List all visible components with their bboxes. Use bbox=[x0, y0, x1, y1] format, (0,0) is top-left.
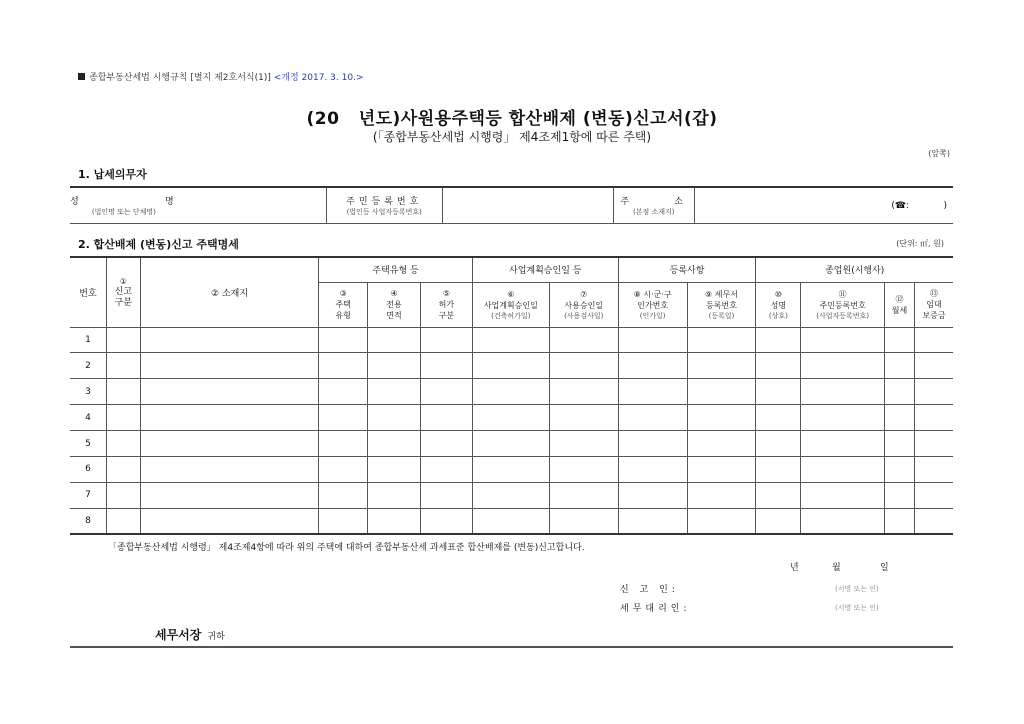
table-cell[interactable] bbox=[756, 482, 801, 508]
table-cell[interactable] bbox=[618, 327, 687, 353]
table-cell[interactable] bbox=[472, 353, 549, 379]
declaration-text: 「종합부동산세법 시행령」 제4조제4항에 따라 위의 주택에 대하여 종합부동산세 과세표준 합산배제를 (변동)신고합니다. bbox=[108, 543, 585, 553]
col13-header: ⑬ 임대 보증금 bbox=[914, 282, 953, 327]
unit-label: (단위: ㎡, 원) bbox=[896, 239, 944, 248]
table-cell[interactable] bbox=[106, 508, 140, 534]
name-field[interactable] bbox=[178, 187, 327, 224]
form-title: (20 년도)사원용주택등 합산배제 (변동)신고서(갑) bbox=[306, 109, 718, 129]
table-cell[interactable] bbox=[140, 379, 318, 405]
table-cell[interactable] bbox=[885, 379, 915, 405]
table-cell[interactable] bbox=[106, 431, 140, 457]
group-housing-header: 주택유형 등 bbox=[319, 257, 473, 282]
section2-title: 2. 합산배제 (변동)신고 주택명세 bbox=[78, 238, 239, 251]
declarant-label: 신 고 인: bbox=[620, 585, 679, 595]
table-cell[interactable] bbox=[319, 456, 368, 482]
table-cell[interactable] bbox=[319, 405, 368, 431]
table-cell[interactable] bbox=[756, 379, 801, 405]
table-cell[interactable] bbox=[756, 405, 801, 431]
table-cell[interactable] bbox=[420, 431, 472, 457]
table-cell[interactable] bbox=[885, 431, 915, 457]
table-cell[interactable] bbox=[420, 327, 472, 353]
bottom-divider bbox=[70, 646, 953, 648]
table-cell[interactable] bbox=[319, 379, 368, 405]
col5-header: ⑤ 허가 구분 bbox=[420, 282, 472, 327]
table-cell[interactable] bbox=[687, 508, 756, 534]
table-cell[interactable] bbox=[472, 508, 549, 534]
table-cell[interactable] bbox=[687, 405, 756, 431]
regulation-reference: 종합부동산세법 시행규칙 [별지 제2호서식(1)] bbox=[89, 73, 271, 83]
table-cell[interactable] bbox=[801, 456, 885, 482]
table-cell[interactable] bbox=[914, 508, 953, 534]
group-plan-header: 사업계획승인일 등 bbox=[472, 257, 618, 282]
table-cell[interactable] bbox=[756, 327, 801, 353]
table-cell[interactable] bbox=[472, 327, 549, 353]
revision-date: <개정 2017. 3. 10.> bbox=[273, 73, 364, 83]
table-cell[interactable] bbox=[140, 405, 318, 431]
table-cell[interactable] bbox=[368, 456, 421, 482]
table-cell[interactable] bbox=[801, 431, 885, 457]
table-cell[interactable] bbox=[319, 353, 368, 379]
taxpayer-table bbox=[70, 186, 953, 224]
row-number: 5 bbox=[70, 431, 106, 457]
table-cell[interactable] bbox=[106, 379, 140, 405]
recipient-suffix: 귀하 bbox=[207, 632, 225, 642]
form-subtitle: (「종합부동산세법 시행령」 제4조제1항에 따른 주택) bbox=[372, 130, 652, 144]
table-cell[interactable] bbox=[914, 431, 953, 457]
id-sublabel: (법인등 사업자등록번호) bbox=[346, 208, 422, 216]
col10-header: ⑩ 성명 (상호) bbox=[756, 282, 801, 327]
table-cell[interactable] bbox=[549, 431, 618, 457]
table-cell[interactable] bbox=[756, 508, 801, 534]
table-cell[interactable] bbox=[368, 405, 421, 431]
table-cell[interactable] bbox=[549, 405, 618, 431]
table-cell[interactable] bbox=[914, 482, 953, 508]
col2-header: ② 소재지 bbox=[140, 257, 318, 327]
declarant-sign-note[interactable]: (서명 또는 인) bbox=[835, 585, 879, 593]
table-cell[interactable] bbox=[472, 379, 549, 405]
table-cell[interactable] bbox=[319, 431, 368, 457]
table-cell[interactable] bbox=[801, 327, 885, 353]
table-cell[interactable] bbox=[885, 353, 915, 379]
address-sublabel: (본점 소재지) bbox=[632, 208, 675, 216]
name-label: 성 명 bbox=[70, 197, 178, 207]
form-header bbox=[78, 70, 363, 83]
id-field[interactable] bbox=[442, 187, 613, 224]
row-number: 6 bbox=[70, 456, 106, 482]
table-cell[interactable] bbox=[756, 353, 801, 379]
table-cell[interactable] bbox=[801, 379, 885, 405]
table-cell[interactable] bbox=[106, 327, 140, 353]
table-cell[interactable] bbox=[549, 379, 618, 405]
table-row bbox=[70, 405, 953, 431]
table-cell[interactable] bbox=[801, 405, 885, 431]
table-cell[interactable] bbox=[472, 456, 549, 482]
table-cell[interactable] bbox=[106, 353, 140, 379]
page-side-label: (앞쪽) bbox=[928, 149, 950, 158]
phone-label: (☎: ) bbox=[891, 200, 947, 211]
table-row bbox=[70, 456, 953, 482]
table-cell[interactable] bbox=[140, 456, 318, 482]
table-cell[interactable] bbox=[618, 508, 687, 534]
table-cell[interactable] bbox=[140, 353, 318, 379]
table-cell[interactable] bbox=[687, 456, 756, 482]
address-label: 주 소 bbox=[620, 197, 687, 207]
table-cell[interactable] bbox=[319, 482, 368, 508]
col7-header: ⑦ 사용승인일 (사용검사일) bbox=[549, 282, 618, 327]
table-cell[interactable] bbox=[914, 379, 953, 405]
address-label-cell bbox=[613, 187, 694, 224]
table-cell[interactable] bbox=[140, 482, 318, 508]
table-cell[interactable] bbox=[756, 431, 801, 457]
table-cell[interactable] bbox=[420, 353, 472, 379]
row-number: 2 bbox=[70, 353, 106, 379]
table-cell[interactable] bbox=[687, 431, 756, 457]
col4-header: ④ 전용 면적 bbox=[368, 282, 421, 327]
row-number: 7 bbox=[70, 482, 106, 508]
tax-agent-sign-note[interactable]: (서명 또는 인) bbox=[835, 604, 879, 612]
table-row bbox=[70, 327, 953, 353]
table-cell[interactable] bbox=[472, 431, 549, 457]
table-cell[interactable] bbox=[885, 405, 915, 431]
table-cell[interactable] bbox=[472, 482, 549, 508]
table-cell[interactable] bbox=[420, 456, 472, 482]
col6-header: ⑥ 사업계획승인일 (건축허가일) bbox=[472, 282, 549, 327]
table-cell[interactable] bbox=[885, 456, 915, 482]
table-cell[interactable] bbox=[549, 327, 618, 353]
name-label-cell bbox=[70, 187, 178, 224]
table-cell[interactable] bbox=[368, 379, 421, 405]
date-day-label: 일 bbox=[880, 563, 889, 573]
table-cell[interactable] bbox=[420, 405, 472, 431]
group-employee-header: 종업원(시행사) bbox=[756, 257, 953, 282]
date-year-label: 년 bbox=[790, 563, 799, 573]
table-row bbox=[70, 353, 953, 379]
table-cell[interactable] bbox=[687, 327, 756, 353]
housing-rows bbox=[70, 327, 953, 534]
table-cell[interactable] bbox=[368, 327, 421, 353]
table-cell[interactable] bbox=[801, 508, 885, 534]
table-row bbox=[70, 431, 953, 457]
table-cell[interactable] bbox=[140, 327, 318, 353]
table-cell[interactable] bbox=[618, 353, 687, 379]
table-row bbox=[70, 508, 953, 534]
recipient bbox=[155, 626, 225, 643]
table-cell[interactable] bbox=[914, 327, 953, 353]
table-cell[interactable] bbox=[885, 327, 915, 353]
housing-table bbox=[70, 256, 953, 535]
table-cell[interactable] bbox=[618, 405, 687, 431]
col1-header: ① 신고 구분 bbox=[106, 257, 140, 327]
table-cell[interactable] bbox=[368, 431, 421, 457]
table-cell[interactable] bbox=[368, 353, 421, 379]
table-cell[interactable] bbox=[420, 508, 472, 534]
address-field[interactable] bbox=[694, 187, 953, 224]
tax-office-label: 세무서장 bbox=[155, 628, 202, 642]
table-row bbox=[70, 482, 953, 508]
row-number: 8 bbox=[70, 508, 106, 534]
table-cell[interactable] bbox=[801, 353, 885, 379]
name-sublabel: (법인명 또는 단체명) bbox=[91, 208, 156, 216]
table-cell[interactable] bbox=[140, 508, 318, 534]
table-cell[interactable] bbox=[618, 482, 687, 508]
col3-header: ③ 주택 유형 bbox=[319, 282, 368, 327]
group-registration-header: 등록사항 bbox=[618, 257, 756, 282]
table-cell[interactable] bbox=[885, 508, 915, 534]
table-cell[interactable] bbox=[368, 482, 421, 508]
table-cell[interactable] bbox=[319, 508, 368, 534]
table-cell[interactable] bbox=[140, 431, 318, 457]
table-cell[interactable] bbox=[687, 379, 756, 405]
table-cell[interactable] bbox=[420, 482, 472, 508]
table-cell[interactable] bbox=[106, 405, 140, 431]
table-cell[interactable] bbox=[687, 353, 756, 379]
table-cell[interactable] bbox=[549, 482, 618, 508]
tax-agent-label: 세무대리인: bbox=[620, 604, 691, 614]
table-cell[interactable] bbox=[106, 456, 140, 482]
col12-header: ⑫ 월세 bbox=[885, 282, 915, 327]
table-cell[interactable] bbox=[420, 379, 472, 405]
table-cell[interactable] bbox=[801, 482, 885, 508]
col8-header: ⑧ 시·군·구 인가번호 (인가일) bbox=[618, 282, 687, 327]
section1-title: 1. 납세의무자 bbox=[78, 168, 147, 181]
table-cell[interactable] bbox=[914, 353, 953, 379]
table-cell[interactable] bbox=[756, 456, 801, 482]
table-cell[interactable] bbox=[549, 508, 618, 534]
table-cell[interactable] bbox=[618, 431, 687, 457]
table-cell[interactable] bbox=[368, 508, 421, 534]
row-number: 4 bbox=[70, 405, 106, 431]
table-cell[interactable] bbox=[549, 456, 618, 482]
col11-header: ⑪ 주민등록번호 (사업자등록번호) bbox=[801, 282, 885, 327]
table-cell[interactable] bbox=[687, 482, 756, 508]
table-cell[interactable] bbox=[549, 353, 618, 379]
col-no-header: 번호 bbox=[70, 257, 106, 327]
table-cell[interactable] bbox=[914, 405, 953, 431]
table-cell[interactable] bbox=[618, 456, 687, 482]
date-month-label: 월 bbox=[832, 563, 841, 573]
table-cell[interactable] bbox=[618, 379, 687, 405]
id-label: 주민등록번호 bbox=[346, 197, 423, 207]
table-row bbox=[70, 379, 953, 405]
square-bullet-icon bbox=[78, 73, 85, 80]
table-cell[interactable] bbox=[472, 405, 549, 431]
table-cell[interactable] bbox=[319, 327, 368, 353]
table-cell[interactable] bbox=[106, 482, 140, 508]
table-cell[interactable] bbox=[914, 456, 953, 482]
row-number: 3 bbox=[70, 379, 106, 405]
row-number: 1 bbox=[70, 327, 106, 353]
table-cell[interactable] bbox=[885, 482, 915, 508]
col9-header: ⑨ 세무서 등록번호 (등록일) bbox=[687, 282, 756, 327]
id-label-cell bbox=[326, 187, 442, 224]
